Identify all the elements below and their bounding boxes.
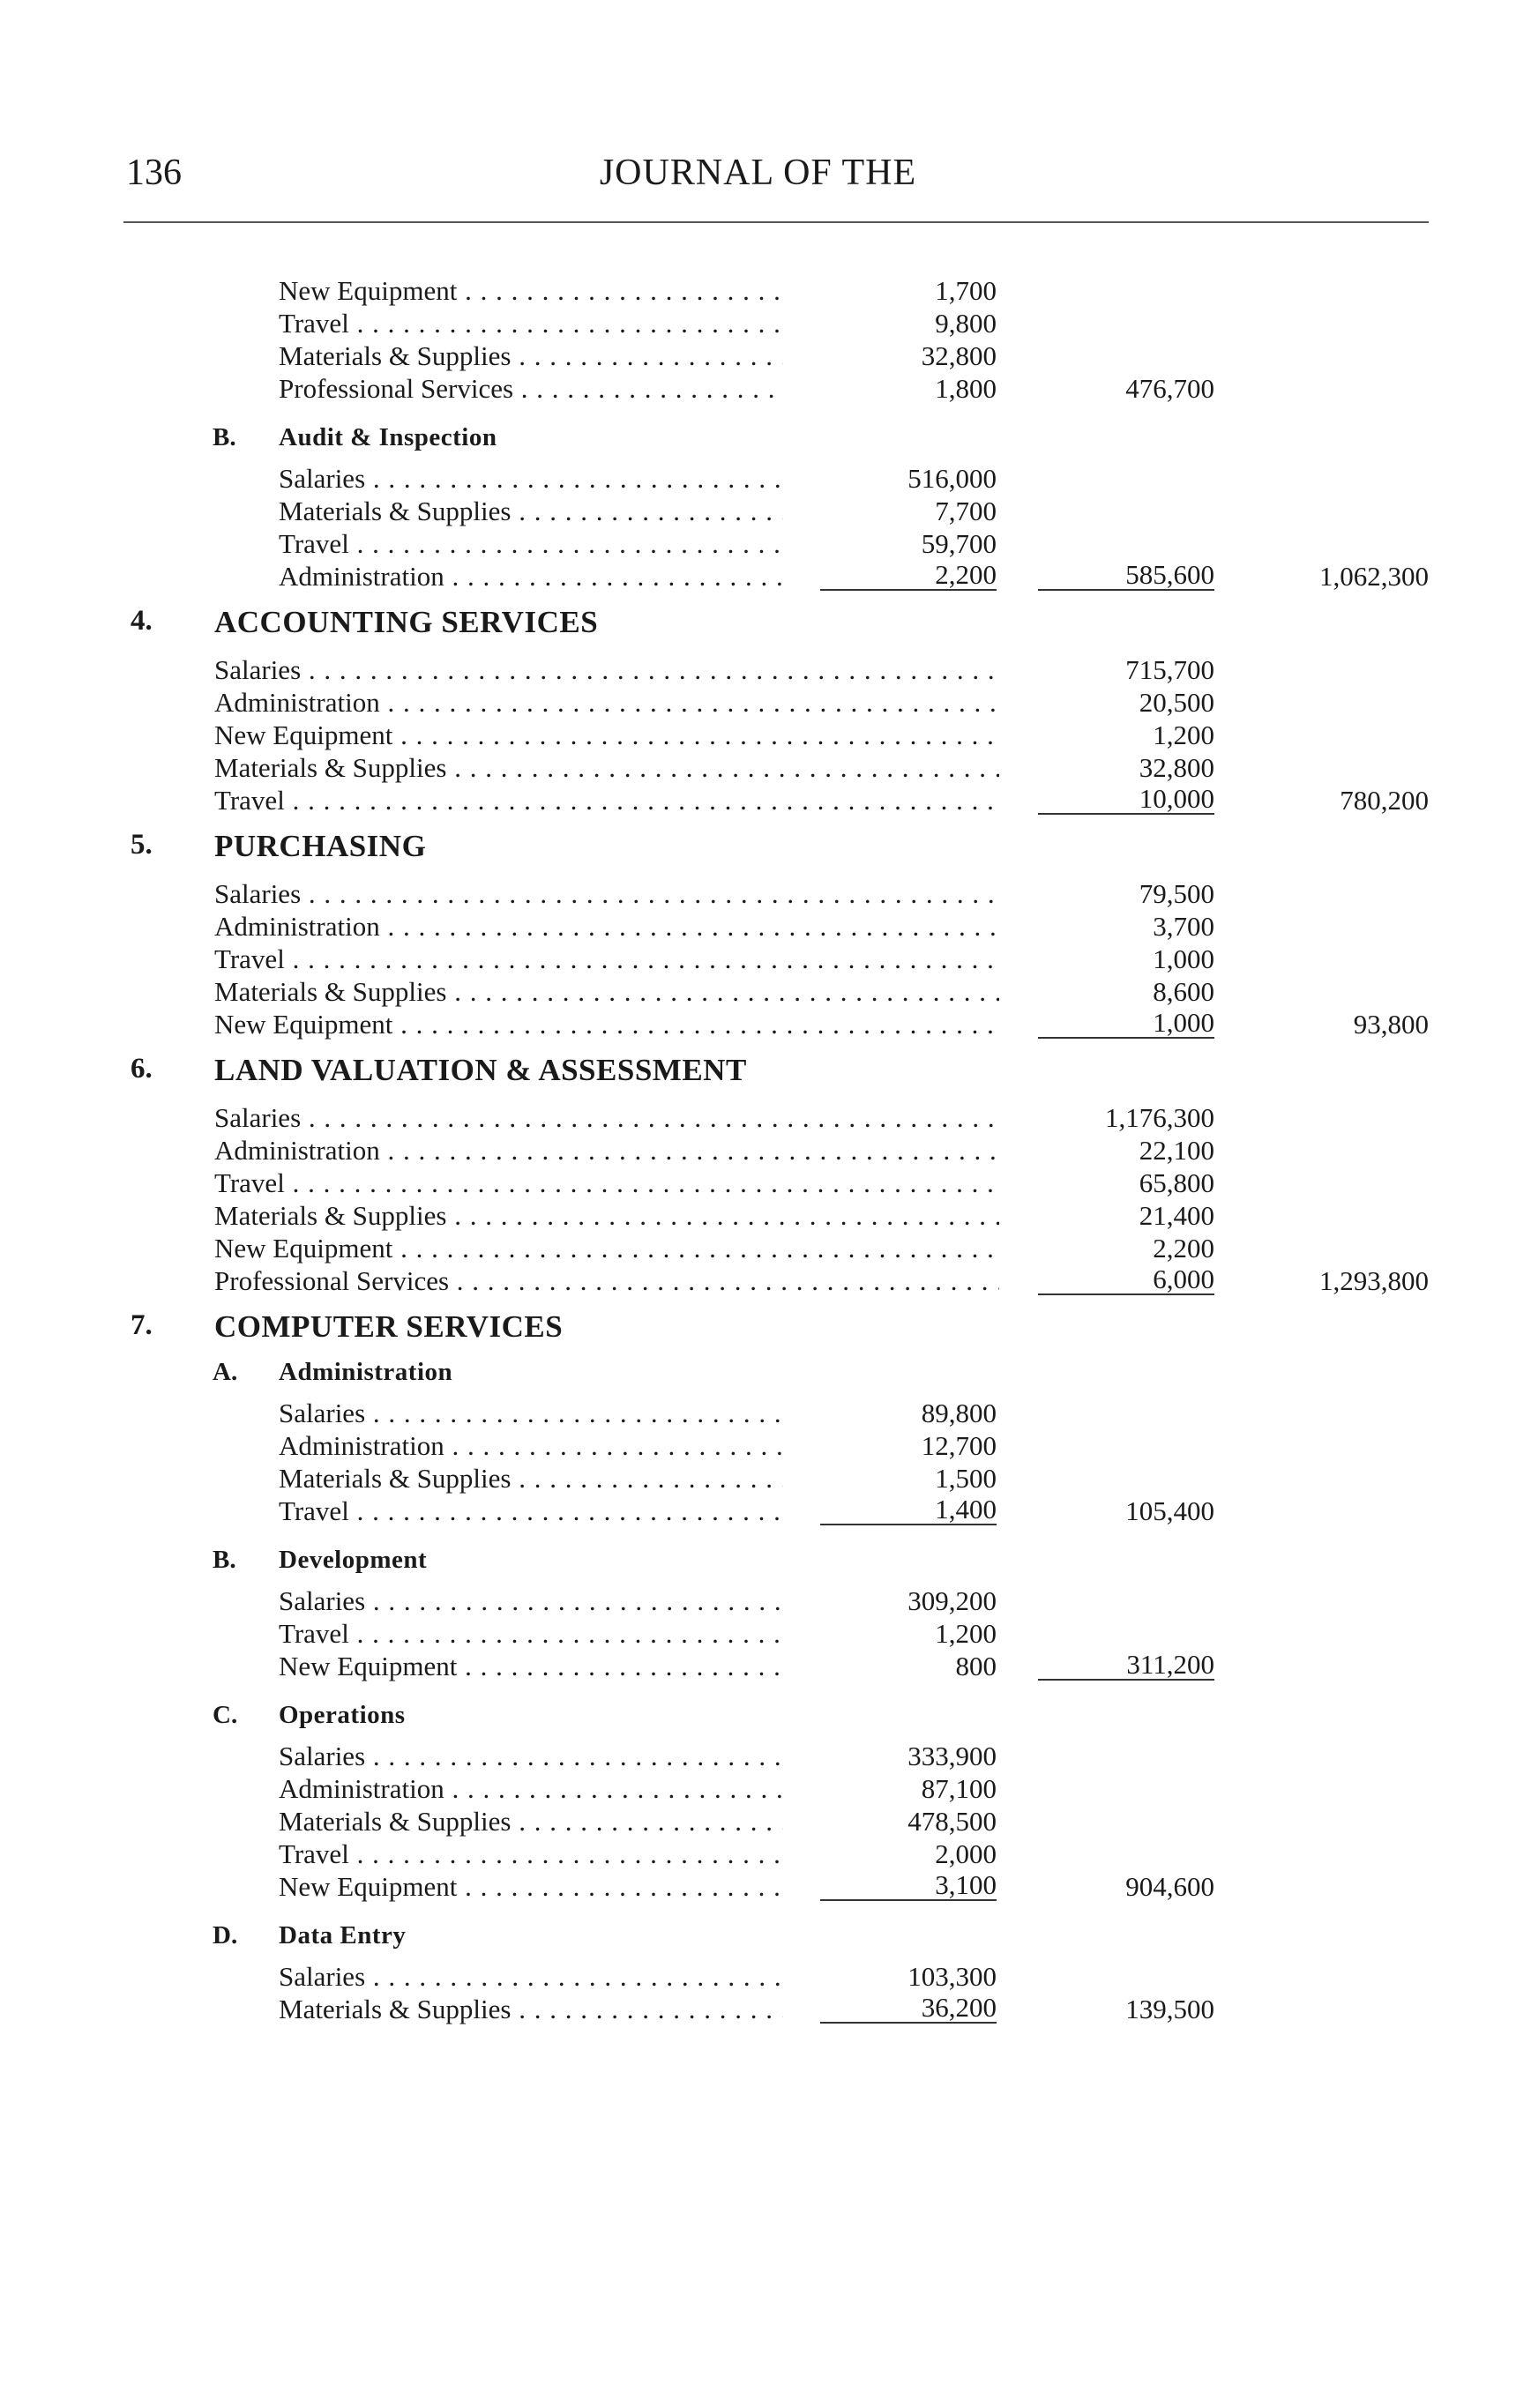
page-number: 136	[126, 153, 182, 193]
line-item	[0, 372, 1516, 405]
amount-detail: 36,200	[820, 1993, 997, 2024]
section-number: 4.	[131, 605, 153, 637]
subsection-heading	[0, 1921, 1516, 1957]
section-number: 6.	[131, 1053, 153, 1085]
subsection-letter: B.	[213, 1546, 236, 1574]
amount-subtotal: 1,000	[1153, 943, 1214, 974]
line-item	[0, 1101, 1516, 1134]
line-item	[0, 1650, 1516, 1682]
section-heading	[0, 605, 1516, 644]
line-item	[0, 1264, 1516, 1297]
subsection-title: Data Entry	[279, 1921, 407, 1950]
amount-subtotal: 65,800	[1139, 1167, 1214, 1198]
amount-detail: 89,800	[921, 1398, 997, 1428]
amount-subtotal: 10,000	[1038, 784, 1214, 815]
subsection-heading	[0, 1701, 1516, 1736]
section-heading	[0, 829, 1516, 868]
line-item	[0, 1617, 1516, 1650]
line-item-label: Salaries . . .	[279, 462, 783, 495]
line-item	[0, 462, 1516, 495]
line-item-label: New Equipment . . .	[279, 1650, 783, 1682]
line-item	[0, 1495, 1516, 1527]
line-item-label: New Equipment . . .	[214, 1232, 999, 1264]
line-item-label: Materials & Supplies . . .	[214, 1199, 999, 1232]
section-number: 5.	[131, 829, 153, 861]
amount-subtotal: 20,500	[1139, 687, 1214, 718]
amount-subtotal: 715,700	[1125, 654, 1214, 685]
line-item-label: Administration . . .	[279, 560, 783, 593]
amount-subtotal: 6,000	[1038, 1264, 1214, 1295]
line-item-label: Salaries . . .	[214, 1101, 999, 1134]
line-item-label: Materials & Supplies . . .	[279, 495, 783, 527]
line-item	[0, 274, 1516, 307]
line-item-label: Materials & Supplies . . .	[279, 1993, 783, 2025]
line-item-label: Salaries . . .	[214, 653, 999, 686]
section-title: PURCHASING	[214, 829, 427, 863]
line-item	[0, 1199, 1516, 1232]
line-item-label: Travel . . .	[214, 943, 999, 975]
amount-detail: 32,800	[921, 340, 997, 371]
line-item	[0, 719, 1516, 751]
amount-subtotal: 1,176,300	[1105, 1102, 1214, 1133]
amount-subtotal: 3,700	[1153, 911, 1214, 942]
line-item	[0, 527, 1516, 560]
line-item	[0, 975, 1516, 1008]
subsection-heading	[0, 423, 1516, 458]
line-item-label: Travel . . .	[214, 784, 999, 816]
line-item	[0, 910, 1516, 943]
line-item-label: Travel . . .	[279, 1495, 783, 1527]
amount-detail: 2,200	[820, 560, 997, 591]
line-item	[0, 339, 1516, 372]
line-item	[0, 877, 1516, 910]
line-item-label: Materials & Supplies . . .	[279, 339, 783, 372]
amount-detail: 1,200	[935, 1618, 997, 1649]
line-item-label: Administration . . .	[214, 686, 999, 719]
line-item-label: New Equipment . . .	[279, 274, 783, 307]
amount-subtotal: 1,000	[1038, 1008, 1214, 1039]
line-item	[0, 943, 1516, 975]
line-item	[0, 307, 1516, 339]
amount-subtotal: 79,500	[1139, 878, 1214, 909]
line-item	[0, 751, 1516, 784]
line-item	[0, 1772, 1516, 1805]
line-item	[0, 560, 1516, 593]
subsection-heading	[0, 1546, 1516, 1581]
amount-subtotal: 21,400	[1139, 1200, 1214, 1231]
line-item-label: Professional Services . . .	[214, 1264, 999, 1297]
line-item-label: Administration . . .	[279, 1429, 783, 1462]
amount-detail: 1,400	[820, 1495, 997, 1525]
line-item	[0, 1134, 1516, 1167]
line-item-label: Salaries . . .	[279, 1584, 783, 1617]
amount-subtotal: 139,500	[1125, 1994, 1214, 2024]
line-item-label: Materials & Supplies . . .	[214, 751, 999, 784]
line-item	[0, 1584, 1516, 1617]
line-item	[0, 1429, 1516, 1462]
amount-subtotal: 585,600	[1038, 560, 1214, 591]
line-item	[0, 1993, 1516, 2025]
line-item	[0, 784, 1516, 816]
amount-subtotal: 22,100	[1139, 1135, 1214, 1166]
line-item-label: Salaries . . .	[279, 1960, 783, 1993]
amount-subtotal: 1,200	[1153, 719, 1214, 750]
amount-subtotal: 105,400	[1125, 1495, 1214, 1526]
amount-detail: 309,200	[907, 1585, 997, 1616]
section-heading	[0, 1053, 1516, 1092]
amount-subtotal: 904,600	[1125, 1871, 1214, 1902]
amount-total: 1,062,300	[1319, 561, 1429, 592]
subsection-letter: D.	[213, 1921, 238, 1950]
section-title: COMPUTER SERVICES	[214, 1309, 564, 1344]
amount-detail: 478,500	[907, 1806, 997, 1837]
line-item-label: Materials & Supplies . . .	[279, 1462, 783, 1495]
line-item	[0, 1870, 1516, 1903]
amount-total: 780,200	[1340, 785, 1429, 816]
line-item-label: New Equipment . . .	[279, 1870, 783, 1903]
header-rule	[123, 221, 1429, 223]
amount-detail: 516,000	[907, 463, 997, 494]
subsection-letter: C.	[213, 1701, 238, 1729]
page-header	[0, 0, 1516, 229]
amount-total: 1,293,800	[1319, 1265, 1429, 1296]
line-item-label: Administration . . .	[279, 1772, 783, 1805]
line-item-label: Salaries . . .	[214, 877, 999, 910]
line-item	[0, 1462, 1516, 1495]
line-item-label: Salaries . . .	[279, 1740, 783, 1772]
line-item-label: Travel . . .	[279, 307, 783, 339]
line-item	[0, 686, 1516, 719]
subsection-title: Audit & Inspection	[279, 423, 497, 451]
line-item-label: New Equipment . . .	[214, 1008, 999, 1040]
amount-detail: 103,300	[907, 1961, 997, 1992]
amount-detail: 800	[955, 1651, 997, 1681]
amount-detail: 1,700	[935, 275, 997, 306]
line-item-label: Administration . . .	[214, 910, 999, 943]
section-title: LAND VALUATION & ASSESSMENT	[214, 1053, 747, 1087]
amount-detail: 2,000	[935, 1838, 997, 1869]
line-item-label: Travel . . .	[279, 527, 783, 560]
line-item	[0, 1008, 1516, 1040]
line-item-label: Travel . . .	[279, 1617, 783, 1650]
amount-detail: 12,700	[921, 1430, 997, 1461]
section-title: ACCOUNTING SERVICES	[214, 605, 599, 639]
line-item	[0, 653, 1516, 686]
amount-subtotal: 311,200	[1038, 1650, 1214, 1681]
amount-detail: 9,800	[935, 308, 997, 339]
amount-total: 93,800	[1353, 1009, 1429, 1040]
amount-subtotal: 476,700	[1125, 373, 1214, 404]
amount-detail: 59,700	[921, 528, 997, 559]
amount-detail: 1,800	[935, 373, 997, 404]
line-item-label: Administration . . .	[214, 1134, 999, 1167]
line-item	[0, 1838, 1516, 1870]
amount-detail: 1,500	[935, 1463, 997, 1494]
line-item	[0, 1740, 1516, 1772]
amount-subtotal: 32,800	[1139, 752, 1214, 783]
line-item-label: Professional Services . . .	[279, 372, 783, 405]
amount-detail: 7,700	[935, 496, 997, 526]
line-item-label: Travel . . .	[279, 1838, 783, 1870]
amount-detail: 3,100	[820, 1870, 997, 1901]
amount-subtotal: 8,600	[1153, 976, 1214, 1007]
line-item	[0, 1397, 1516, 1429]
section-number: 7.	[131, 1309, 153, 1341]
subsection-letter: B.	[213, 423, 236, 451]
line-item-label: Materials & Supplies . . .	[214, 975, 999, 1008]
line-item	[0, 1805, 1516, 1838]
journal-title: JOURNAL OF THE	[599, 153, 917, 193]
line-item-label: New Equipment . . .	[214, 719, 999, 751]
section-heading	[0, 1309, 1516, 1348]
subsection-title: Administration	[279, 1358, 453, 1386]
line-item	[0, 1232, 1516, 1264]
line-item	[0, 495, 1516, 527]
line-item	[0, 1960, 1516, 1993]
line-item-label: Travel . . .	[214, 1167, 999, 1199]
line-item	[0, 1167, 1516, 1199]
line-item-label: Materials & Supplies . . .	[279, 1805, 783, 1838]
amount-detail: 333,900	[907, 1741, 997, 1771]
line-item-label: Salaries . . .	[279, 1397, 783, 1429]
amount-subtotal: 2,200	[1153, 1233, 1214, 1264]
subsection-title: Operations	[279, 1701, 406, 1729]
amount-detail: 87,100	[921, 1773, 997, 1804]
subsection-letter: A.	[213, 1358, 238, 1386]
subsection-heading	[0, 1358, 1516, 1393]
subsection-title: Development	[279, 1546, 428, 1574]
